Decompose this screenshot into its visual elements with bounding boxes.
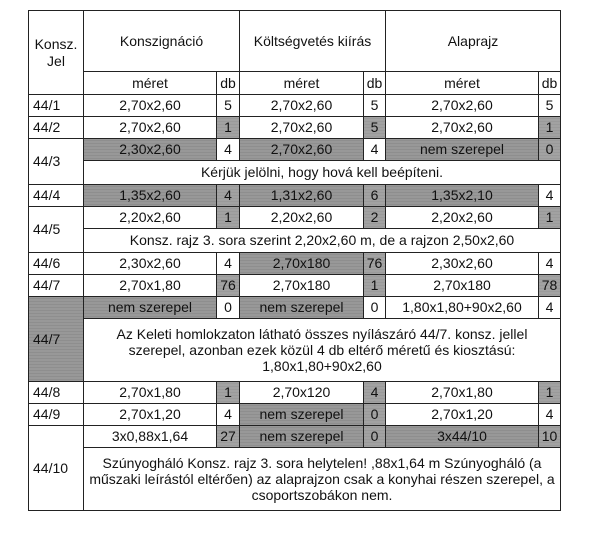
table-row <box>29 185 561 207</box>
row-code: 44/9 <box>29 404 84 426</box>
konszignacio-meret: 1,35x2,60 <box>84 185 217 207</box>
konszignacio-db: 4 <box>217 253 240 275</box>
subheader-db: db <box>364 72 386 95</box>
koltsegvetes-meret: 2,20x2,60 <box>240 207 364 229</box>
alaprajz-db: 4 <box>539 185 561 207</box>
konszignacio-meret: 2,30x2,60 <box>84 253 217 275</box>
alaprajz-meret: 1,80x1,80+90x2,60 <box>386 297 539 319</box>
table-row <box>29 117 561 139</box>
row-code: 44/3 <box>29 139 84 185</box>
alaprajz-meret: 2,30x2,60 <box>386 253 539 275</box>
konszignacio-meret: nem szerepel <box>84 297 217 319</box>
koltsegvetes-db: 5 <box>364 95 386 117</box>
alaprajz-db: 1 <box>539 117 561 139</box>
alaprajz-db: 10 <box>539 426 561 448</box>
alaprajz-meret: 1,35x2,10 <box>386 185 539 207</box>
konszignacio-db: 1 <box>217 382 240 404</box>
alaprajz-db: 1 <box>539 382 561 404</box>
table-row <box>29 382 561 404</box>
comparison-table <box>28 10 561 511</box>
koltsegvetes-meret: 2,70x180 <box>240 275 364 297</box>
row-code: 44/5 <box>29 207 84 253</box>
koltsegvetes-meret: nem szerepel <box>240 297 364 319</box>
alaprajz-meret: 3x44/10 <box>386 426 539 448</box>
konszignacio-db: 5 <box>217 95 240 117</box>
alaprajz-meret: 2,70x2,60 <box>386 95 539 117</box>
konszignacio-meret: 3x0,88x1,64 <box>84 426 217 448</box>
koltsegvetes-meret: 2,70x180 <box>240 253 364 275</box>
koltsegvetes-db: 4 <box>364 382 386 404</box>
note-row <box>29 229 561 253</box>
row-code: 44/8 <box>29 382 84 404</box>
konszignacio-db: 0 <box>217 297 240 319</box>
table-row <box>29 253 561 275</box>
comparison-table-sheet <box>28 10 561 511</box>
konszignacio-db: 1 <box>217 117 240 139</box>
header-konsz-jel: Konsz. Jel <box>29 11 84 95</box>
koltsegvetes-db: 6 <box>364 185 386 207</box>
koltsegvetes-db: 0 <box>364 297 386 319</box>
koltsegvetes-db: 0 <box>364 404 386 426</box>
konszignacio-meret: 2,20x2,60 <box>84 207 217 229</box>
alaprajz-meret: 2,70x1,20 <box>386 404 539 426</box>
koltsegvetes-db: 76 <box>364 253 386 275</box>
konszignacio-meret: 2,70x2,60 <box>84 95 217 117</box>
alaprajz-db: 78 <box>539 275 561 297</box>
alaprajz-db: 4 <box>539 404 561 426</box>
row-code: 44/2 <box>29 117 84 139</box>
koltsegvetes-db: 0 <box>364 426 386 448</box>
alaprajz-db: 4 <box>539 297 561 319</box>
alaprajz-db: 5 <box>539 95 561 117</box>
koltsegvetes-db: 5 <box>364 117 386 139</box>
subheader-db: db <box>217 72 240 95</box>
subheader-meret: méret <box>240 72 364 95</box>
row-code: 44/6 <box>29 253 84 275</box>
row-code: 44/4 <box>29 185 84 207</box>
row-note: Az Keleti homlokzaton látható összes nyílászáró 44/7. konsz. jellel szerepel, azonban ezek közül 4 db eltérő méretű és kiosztású: 1,80x1,80+90x2,60 <box>84 319 561 382</box>
row-note: Kérjük jelölni, hogy hová kell beépíteni. <box>84 161 561 185</box>
header-konszignacio: Konszignáció <box>84 11 240 72</box>
row-code: 44/7 <box>29 275 84 297</box>
row-note: Szúnyogháló Konsz. rajz 3. sora helytelen! ,88x1,64 m Szúnyogháló (a műszaki leírástól eltérően) az alaprajzon csak a konyhai részen szerepel, a csoportszobákon nem. <box>84 448 561 511</box>
konszignacio-meret: 2,70x1,80 <box>84 275 217 297</box>
table-row <box>29 404 561 426</box>
header-koltsegvetes-kiiras: Költségvetés kiírás <box>240 11 386 72</box>
konszignacio-db: 4 <box>217 185 240 207</box>
koltsegvetes-db: 1 <box>364 275 386 297</box>
alaprajz-meret: nem szerepel <box>386 139 539 161</box>
konszignacio-db: 4 <box>217 404 240 426</box>
koltsegvetes-meret: 1,31x2,60 <box>240 185 364 207</box>
koltsegvetes-meret: nem szerepel <box>240 426 364 448</box>
table-row <box>29 297 561 319</box>
table-row <box>29 426 561 448</box>
alaprajz-meret: 2,70x1,80 <box>386 382 539 404</box>
note-row <box>29 448 561 511</box>
alaprajz-meret: 2,20x2,60 <box>386 207 539 229</box>
alaprajz-db: 4 <box>539 253 561 275</box>
koltsegvetes-meret: 2,70x2,60 <box>240 95 364 117</box>
subheader-meret: méret <box>386 72 539 95</box>
table-row <box>29 95 561 117</box>
alaprajz-meret: 2,70x180 <box>386 275 539 297</box>
row-code: 44/7 <box>29 297 84 382</box>
koltsegvetes-meret: nem szerepel <box>240 404 364 426</box>
konszignacio-meret: 2,30x2,60 <box>84 139 217 161</box>
table-row <box>29 207 561 229</box>
row-code: 44/10 <box>29 426 84 511</box>
row-code: 44/1 <box>29 95 84 117</box>
konszignacio-db: 1 <box>217 207 240 229</box>
row-note: Konsz. rajz 3. sora szerint 2,20x2,60 m, de a rajzon 2,50x2,60 <box>84 229 561 253</box>
header-alaprajz: Alaprajz <box>386 11 561 72</box>
subheader-meret: méret <box>84 72 217 95</box>
table-row <box>29 139 561 161</box>
koltsegvetes-meret: 2,70x2,60 <box>240 117 364 139</box>
konszignacio-meret: 2,70x1,80 <box>84 382 217 404</box>
subheader-db: db <box>539 72 561 95</box>
koltsegvetes-db: 4 <box>364 139 386 161</box>
koltsegvetes-meret: 2,70x2,60 <box>240 139 364 161</box>
alaprajz-meret: 2,70x2,60 <box>386 117 539 139</box>
table-row <box>29 275 561 297</box>
alaprajz-db: 1 <box>539 207 561 229</box>
note-row <box>29 161 561 185</box>
konszignacio-meret: 2,70x2,60 <box>84 117 217 139</box>
koltsegvetes-db: 2 <box>364 207 386 229</box>
konszignacio-db: 76 <box>217 275 240 297</box>
note-row <box>29 319 561 382</box>
konszignacio-db: 27 <box>217 426 240 448</box>
konszignacio-meret: 2,70x1,20 <box>84 404 217 426</box>
konszignacio-db: 4 <box>217 139 240 161</box>
alaprajz-db: 0 <box>539 139 561 161</box>
koltsegvetes-meret: 2,70x120 <box>240 382 364 404</box>
